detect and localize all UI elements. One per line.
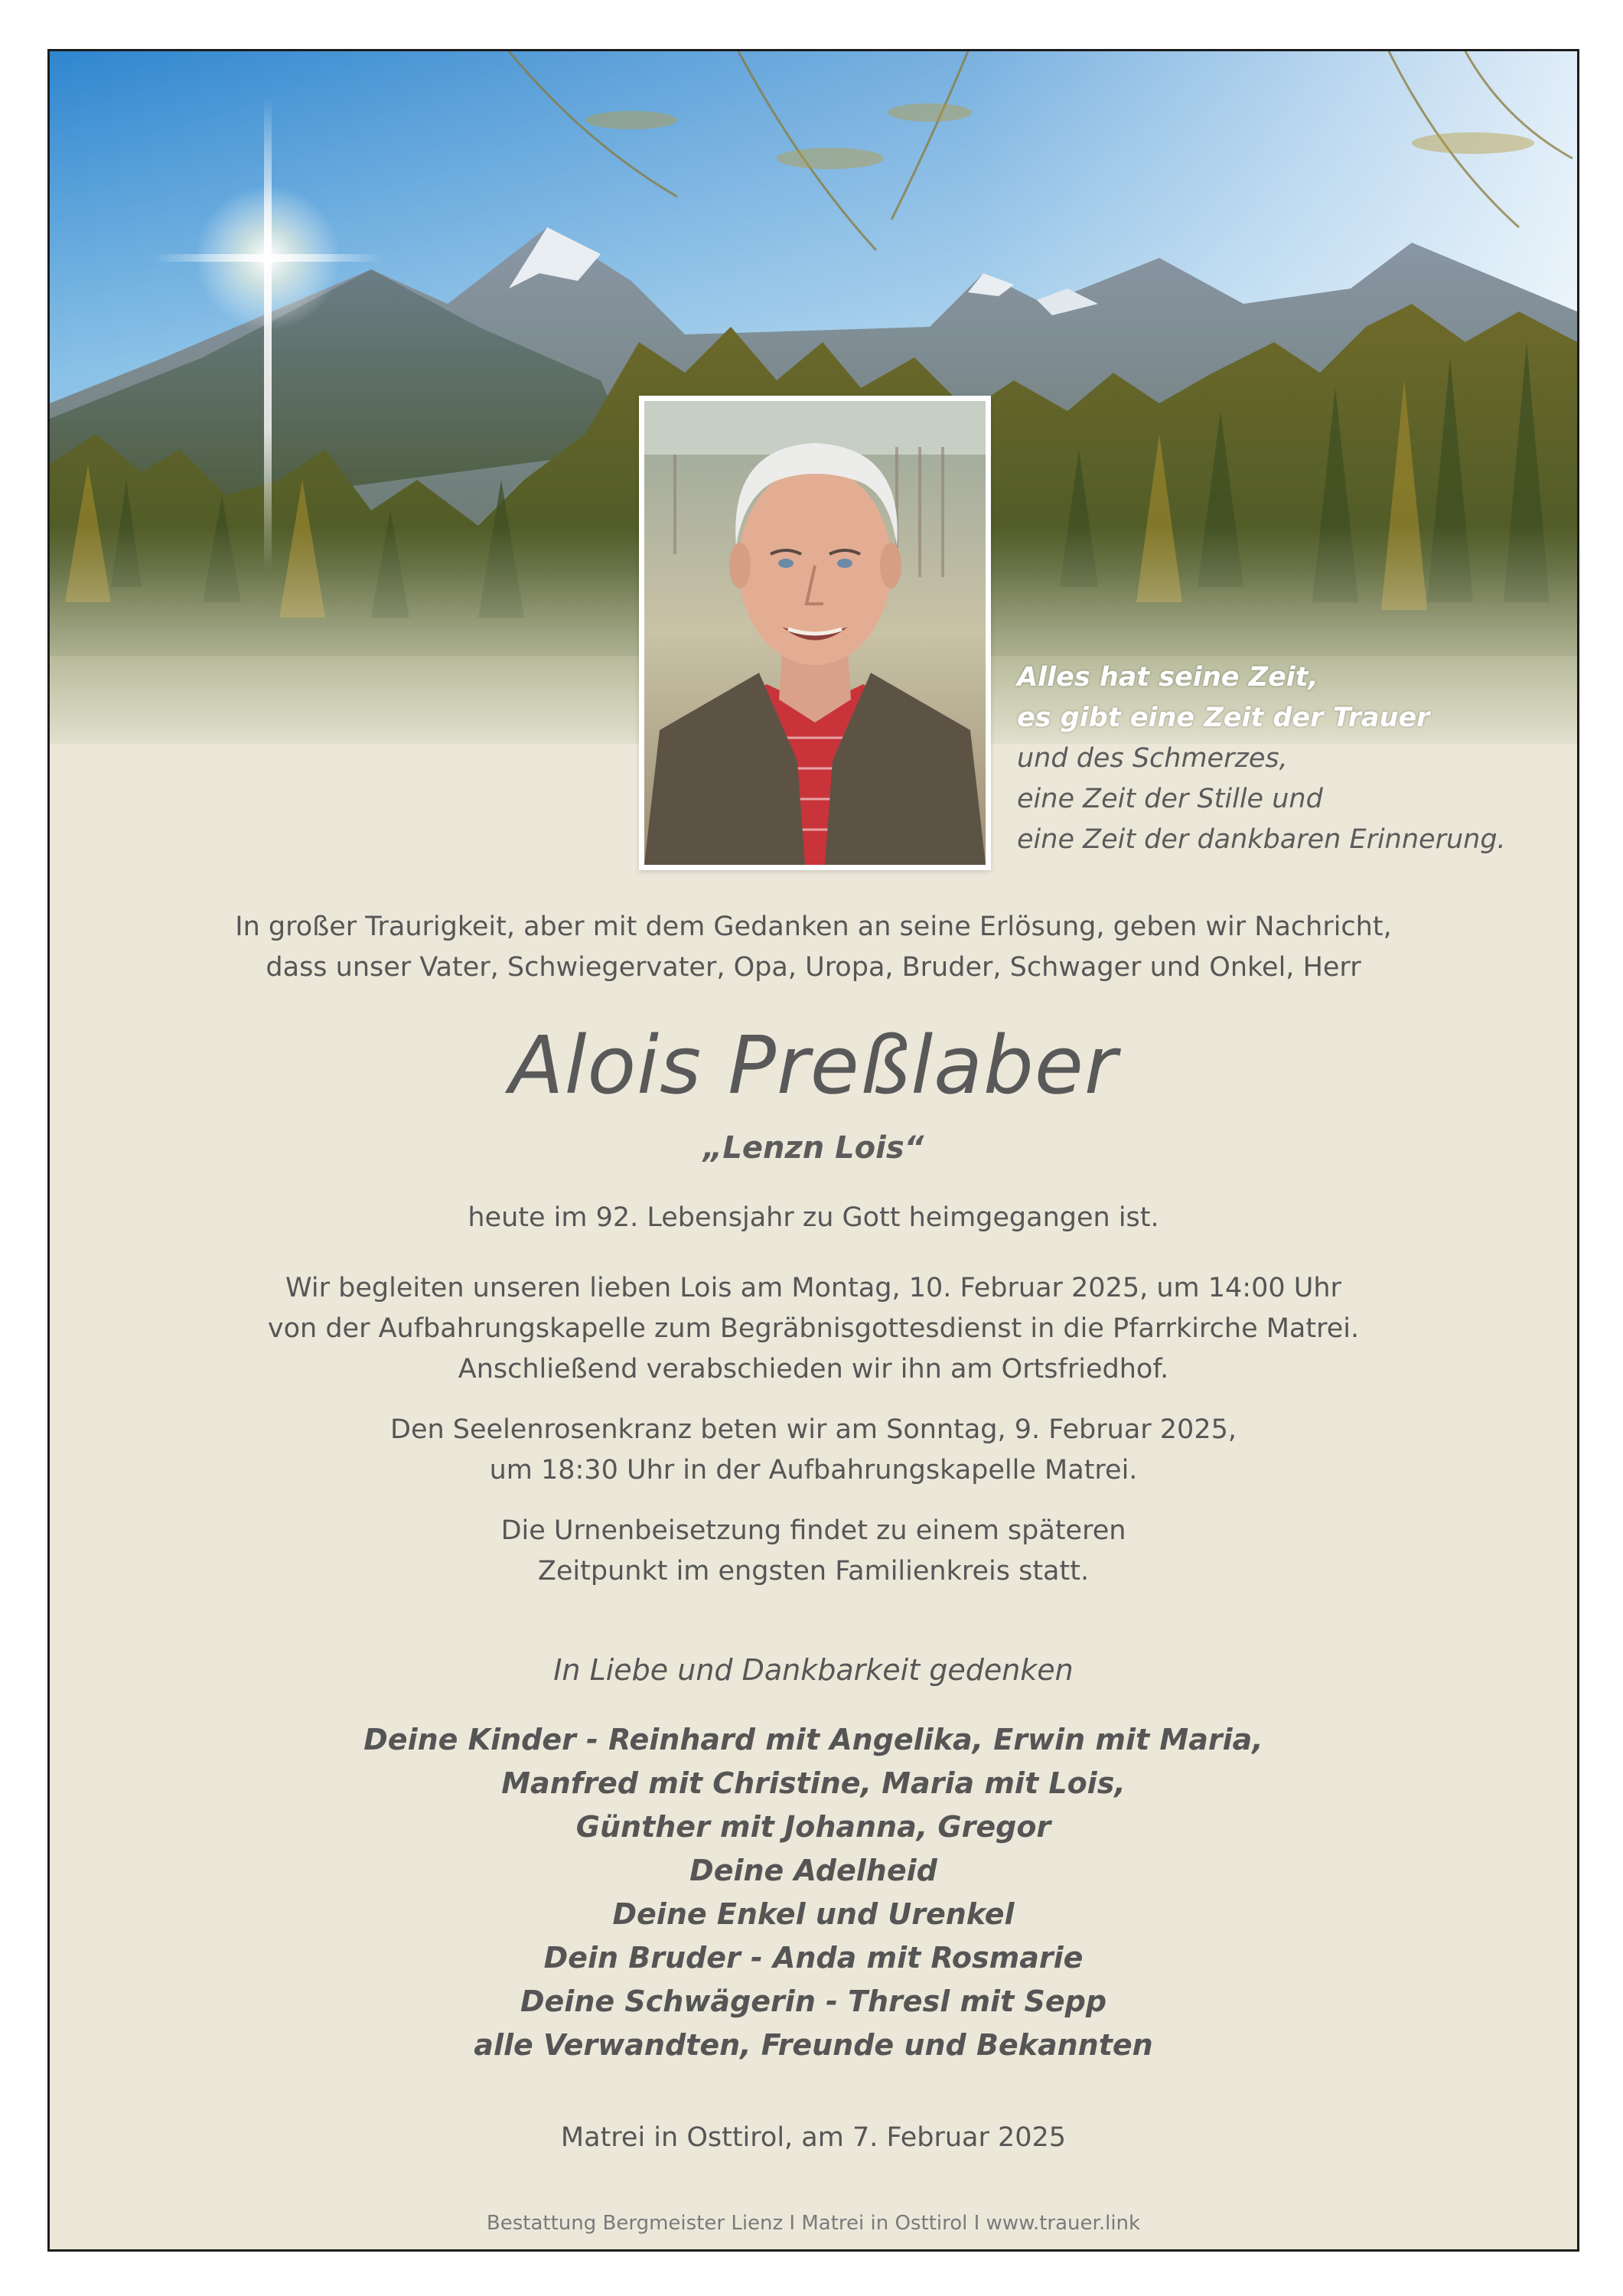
memorial-verse	[1017, 657, 1506, 860]
announcement-intro	[50, 907, 1577, 988]
intro-line: In großer Traurigkeit, aber mit dem Gedanken an seine Erlösung, geben wir Nachricht,	[235, 912, 1392, 942]
mourner-line: Dein Bruder - Anda mit Rosmarie	[543, 1941, 1084, 1975]
verse-line: eine Zeit der Stille und	[1017, 784, 1323, 814]
verse-line: eine Zeit der dankbaren Erinnerung.	[1017, 824, 1506, 855]
remembrance-heading: In Liebe und Dankbarkeit gedenken	[553, 1653, 1074, 1687]
funeral-line: Wir begleiten unseren lieben Lois am Montag, 10. Februar 2025, um 14:00 Uhr	[285, 1273, 1341, 1303]
mourner-line: alle Verwandten, Freunde und Bekannten	[474, 2028, 1153, 2062]
mourners-list	[50, 1718, 1577, 2067]
funeral-details	[50, 1268, 1577, 1390]
mourner-line: Deine Kinder - Reinhard mit Angelika, Erwin mit Maria,	[363, 1723, 1263, 1756]
mourner-line: Manfred mit Christine, Maria mit Lois,	[501, 1766, 1126, 1800]
rosary-line: um 18:30 Uhr in der Aufbahrungskapelle Matrei.	[489, 1455, 1138, 1486]
rosary-details	[50, 1410, 1577, 1491]
mourner-line: Deine Enkel und Urenkel	[612, 1897, 1015, 1931]
funeral-line: von der Aufbahrungskapelle zum Begräbnisgottesdienst in die Pfarrkirche Matrei.	[267, 1313, 1360, 1344]
mourner-line: Deine Adelheid	[689, 1854, 937, 1887]
deceased-name: Alois Preßlaber	[509, 1019, 1118, 1112]
mourner-line: Deine Schwägerin - Thresl mit Sepp	[520, 1985, 1107, 2018]
deceased-nickname: „Lenzn Lois“	[702, 1130, 924, 1166]
portrait-photo-frame	[639, 396, 991, 870]
mourner-line: Günther mit Johanna, Gregor	[575, 1810, 1051, 1844]
portrait-photo	[644, 401, 986, 865]
passing-notice: heute im 92. Lebensjahr zu Gott heimgegangen ist.	[468, 1202, 1159, 1233]
verse-line: und des Schmerzes,	[1017, 743, 1288, 774]
place-and-date: Matrei in Osttirol, am 7. Februar 2025	[560, 2122, 1067, 2153]
verse-line: es gibt eine Zeit der Trauer	[1017, 703, 1430, 733]
verse-line: Alles hat seine Zeit,	[1017, 662, 1318, 693]
intro-line: dass unser Vater, Schwiegervater, Opa, Uropa, Bruder, Schwager und Onkel, Herr	[266, 952, 1361, 983]
funeral-home-footer: Bestattung Bergmeister Lienz I Matrei in Osttirol I www.trauer.link	[486, 2212, 1141, 2235]
urn-line: Die Urnenbeisetzung findet zu einem späteren	[500, 1515, 1126, 1546]
obituary-card	[47, 49, 1579, 2252]
rosary-line: Den Seelenrosenkranz beten wir am Sonntag, 9. Februar 2025,	[390, 1414, 1237, 1445]
urn-burial-details	[50, 1511, 1577, 1592]
urn-line: Zeitpunkt im engsten Familienkreis statt.	[537, 1556, 1090, 1587]
funeral-line: Anschließend verabschieden wir ihn am Ortsfriedhof.	[458, 1354, 1169, 1384]
